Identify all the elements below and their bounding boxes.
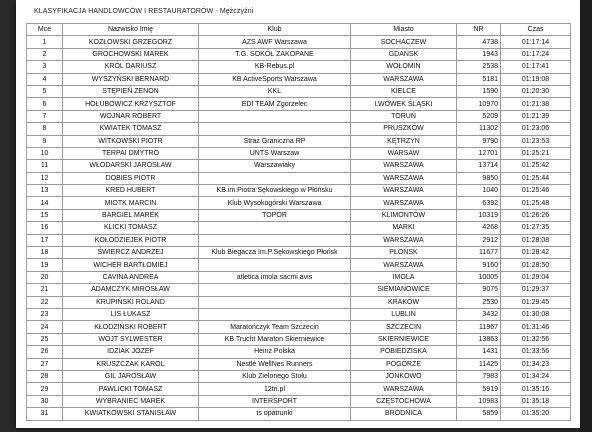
name-cell: PAWLICKI TOMASZ <box>63 383 199 395</box>
time-cell: 01:35:16 <box>501 383 571 395</box>
name-cell: WICHER BARTŁOMIEJ <box>63 259 199 271</box>
club-cell: KB-Rebus.pl <box>199 61 351 73</box>
city-cell: WARSZAWA <box>351 73 457 85</box>
club-cell <box>199 234 351 246</box>
results-table <box>26 23 571 421</box>
table-row <box>27 271 571 283</box>
table-row <box>27 296 571 308</box>
number-cell: 11302 <box>457 123 501 135</box>
city-cell: TORUŃ <box>351 110 457 122</box>
club-cell: Klub Zielonego Stołu <box>199 370 351 382</box>
club-cell: Heinz Polska <box>199 346 351 358</box>
place-cell: 14 <box>27 197 63 209</box>
club-cell: AZS AWF Warszawa <box>199 36 351 48</box>
number-cell: 7983 <box>457 370 501 382</box>
club-cell: TOPÓR <box>199 209 351 221</box>
city-cell: WARSZAWA <box>351 185 457 197</box>
place-cell: 17 <box>27 234 63 246</box>
number-cell: 9160 <box>457 259 501 271</box>
city-cell: WARSZAWA <box>351 160 457 172</box>
time-cell: 01:20:30 <box>501 85 571 97</box>
club-cell: 12tri.pl <box>199 383 351 395</box>
table-row <box>27 308 571 320</box>
number-cell: 11425 <box>457 358 501 370</box>
time-cell: 01:35:20 <box>501 408 571 420</box>
city-cell: LWÓWEK ŚLĄSKI <box>351 98 457 110</box>
number-cell: 9790 <box>457 135 501 147</box>
table-row <box>27 147 571 159</box>
city-cell: WARSZAWA <box>351 172 457 184</box>
number-cell: 11967 <box>457 321 501 333</box>
city-cell: MARKI <box>351 222 457 234</box>
name-cell: STĘPIEŃ ZENON <box>63 85 199 97</box>
name-cell: GROCHOWSKI MAREK <box>63 48 199 60</box>
number-cell: 6392 <box>457 197 501 209</box>
table-row <box>27 85 571 97</box>
place-cell: 15 <box>27 209 63 221</box>
table-row <box>27 346 571 358</box>
number-cell: 9075 <box>457 284 501 296</box>
place-cell: 22 <box>27 296 63 308</box>
club-cell: Straż Graniczna RP <box>199 135 351 147</box>
number-cell: 13714 <box>457 160 501 172</box>
city-cell: SZCZECIN <box>351 321 457 333</box>
city-cell: SOCHACZEW <box>351 36 457 48</box>
table-row <box>27 395 571 407</box>
header-club: Klub <box>199 24 351 36</box>
name-cell: KRÓL DARIUSZ <box>63 61 199 73</box>
table-row <box>27 383 571 395</box>
place-cell: 18 <box>27 247 63 259</box>
club-cell: UNTS Warszaw <box>199 147 351 159</box>
table-row <box>27 172 571 184</box>
city-cell: KIELCE <box>351 85 457 97</box>
name-cell: KWIATEK TOMASZ <box>63 123 199 135</box>
place-cell: 19 <box>27 259 63 271</box>
time-cell: 01:29:04 <box>501 271 571 283</box>
club-cell <box>199 123 351 135</box>
number-cell: 2530 <box>457 296 501 308</box>
place-cell: 26 <box>27 346 63 358</box>
place-cell: 13 <box>27 185 63 197</box>
table-row <box>27 135 571 147</box>
name-cell: KRED HUBERT <box>63 185 199 197</box>
table-row <box>27 247 571 259</box>
header-row <box>27 24 571 36</box>
club-cell <box>199 172 351 184</box>
club-cell: Warszawiaky <box>199 160 351 172</box>
table-row <box>27 197 571 209</box>
table-row <box>27 73 571 85</box>
club-cell <box>199 308 351 320</box>
time-cell: 01:34:23 <box>501 358 571 370</box>
place-cell: 31 <box>27 408 63 420</box>
name-cell: KOZŁOWSKI GRZEGORZ <box>63 36 199 48</box>
place-cell: 12 <box>27 172 63 184</box>
name-cell: WÓJT SYLWESTER <box>63 333 199 345</box>
time-cell: 01:21:39 <box>501 110 571 122</box>
number-cell: 4738 <box>457 36 501 48</box>
place-cell: 3 <box>27 61 63 73</box>
name-cell: WYBRANIEC MAREK <box>63 395 199 407</box>
time-cell: 01:25:42 <box>501 160 571 172</box>
time-cell: 01:28:42 <box>501 247 571 259</box>
number-cell: 11677 <box>457 247 501 259</box>
table-row <box>27 284 571 296</box>
city-cell: PŁOŃSK <box>351 247 457 259</box>
name-cell: KRUSZCZAK KAROL <box>63 358 199 370</box>
page-title: KLASYFIKACJA HANDLOWCÓW I RESTAURATORÓW - Mężczyźni <box>34 8 254 15</box>
number-cell: 9850 <box>457 172 501 184</box>
name-cell: HOŁUBOWICZ KRZYSZTOF <box>63 98 199 110</box>
name-cell: ŚWIERCZ ANDRZEJ <box>63 247 199 259</box>
time-cell: 01:17:24 <box>501 48 571 60</box>
time-cell: 01:23:53 <box>501 135 571 147</box>
number-cell: 1590 <box>457 85 501 97</box>
name-cell: GIL JAROSŁAW <box>63 370 199 382</box>
city-cell: SIEMIANOWICE <box>351 284 457 296</box>
place-cell: 29 <box>27 383 63 395</box>
table-row <box>27 98 571 110</box>
number-cell: 10970 <box>457 98 501 110</box>
place-cell: 4 <box>27 73 63 85</box>
club-cell: Nestlé WellNes Runners <box>199 358 351 370</box>
city-cell: KĘTRZYN <box>351 135 457 147</box>
number-cell: 1431 <box>457 346 501 358</box>
club-cell: Klub Biegacza Im.P.Sękowskiego Płońsk <box>199 247 351 259</box>
name-cell: WOJNAR ROBERT <box>63 110 199 122</box>
place-cell: 28 <box>27 370 63 382</box>
number-cell: 10319 <box>457 209 501 221</box>
time-cell: 01:25:44 <box>501 172 571 184</box>
table-row <box>27 36 571 48</box>
city-cell: WARSZAWA <box>351 383 457 395</box>
time-cell: 01:28:08 <box>501 234 571 246</box>
table-row <box>27 222 571 234</box>
time-cell: 01:32:56 <box>501 333 571 345</box>
city-cell: GDAŃSK <box>351 48 457 60</box>
city-cell: WARSZAWA <box>351 234 457 246</box>
time-cell: 01:27:35 <box>501 222 571 234</box>
club-cell <box>199 110 351 122</box>
table-row <box>27 234 571 246</box>
number-cell: 2912 <box>457 234 501 246</box>
place-cell: 24 <box>27 321 63 333</box>
spreadsheet-page <box>16 0 580 428</box>
place-cell: 16 <box>27 222 63 234</box>
city-cell: POBIEDZISKA <box>351 346 457 358</box>
name-cell: CAVINA ANDREA <box>63 271 199 283</box>
header-time: Czas <box>501 24 571 36</box>
city-cell: KLIMONTÓW <box>351 209 457 221</box>
name-cell: DOBIES PIOTR <box>63 172 199 184</box>
table-row <box>27 185 571 197</box>
name-cell: KLICKI TOMASZ <box>63 222 199 234</box>
club-cell: INTERSPORT <box>199 395 351 407</box>
place-cell: 11 <box>27 160 63 172</box>
header-city: Miasto <box>351 24 457 36</box>
header-place: Mce <box>27 24 63 36</box>
name-cell: KŁODZIŃSKI ROBERT <box>63 321 199 333</box>
time-cell: 01:25:21 <box>501 147 571 159</box>
club-cell: KB ActiveSports Warszawa <box>199 73 351 85</box>
place-cell: 5 <box>27 85 63 97</box>
window-edge <box>580 0 592 432</box>
time-cell: 01:29:45 <box>501 296 571 308</box>
table-row <box>27 61 571 73</box>
time-cell: 01:25:48 <box>501 197 571 209</box>
city-cell: WOŁOMIN <box>351 61 457 73</box>
place-cell: 10 <box>27 147 63 159</box>
name-cell: WITKOWSKI PIOTR <box>63 135 199 147</box>
name-cell: TERPAI DMYTRO <box>63 147 199 159</box>
name-cell: LIS ŁUKASZ <box>63 308 199 320</box>
number-cell: 2538 <box>457 61 501 73</box>
club-cell <box>199 259 351 271</box>
place-cell: 30 <box>27 395 63 407</box>
city-cell: POGÓRZE <box>351 358 457 370</box>
number-cell: 4268 <box>457 222 501 234</box>
time-cell: 01:29:37 <box>501 284 571 296</box>
time-cell: 01:26:26 <box>501 209 571 221</box>
name-cell: KWIATKOWSKI STANISŁAW <box>63 408 199 420</box>
city-cell: IMOLA <box>351 271 457 283</box>
table-row <box>27 209 571 221</box>
place-cell: 8 <box>27 123 63 135</box>
city-cell: CZĘSTOCHOWA <box>351 395 457 407</box>
time-cell: 01:17:14 <box>501 36 571 48</box>
city-cell: SKIERNIEWICE <box>351 333 457 345</box>
city-cell: JONKOWO <box>351 370 457 382</box>
table-row <box>27 259 571 271</box>
city-cell: WARSZAWA <box>351 197 457 209</box>
number-cell: 5859 <box>457 408 501 420</box>
club-cell: KB.im.Piotra Sękowskiego w Płońsku <box>199 185 351 197</box>
table-row <box>27 333 571 345</box>
time-cell: 01:21:38 <box>501 98 571 110</box>
time-cell: 01:31:46 <box>501 321 571 333</box>
place-cell: 6 <box>27 98 63 110</box>
table-row <box>27 48 571 60</box>
time-cell: 01:28:50 <box>501 259 571 271</box>
number-cell: 10983 <box>457 395 501 407</box>
club-cell <box>199 284 351 296</box>
time-cell: 01:25:46 <box>501 185 571 197</box>
city-cell: BRODNICA <box>351 408 457 420</box>
place-cell: 9 <box>27 135 63 147</box>
club-cell: KKL <box>199 85 351 97</box>
number-cell: 3432 <box>457 308 501 320</box>
city-cell: LUBLIN <box>351 308 457 320</box>
club-cell: T.G. SOKÓŁ ZAKOPANE <box>199 48 351 60</box>
time-cell: 01:19:08 <box>501 73 571 85</box>
name-cell: IDZIAK JÓZEF <box>63 346 199 358</box>
place-cell: 20 <box>27 271 63 283</box>
table-row <box>27 358 571 370</box>
name-cell: WŁODARSKI JAROSŁAW <box>63 160 199 172</box>
name-cell: KRUPIŃSKI ROLAND <box>63 296 199 308</box>
time-cell: 01:35:18 <box>501 395 571 407</box>
time-cell: 01:30:08 <box>501 308 571 320</box>
city-cell: WARSAW <box>351 147 457 159</box>
table-row <box>27 123 571 135</box>
table-row <box>27 110 571 122</box>
number-cell: 5919 <box>457 383 501 395</box>
time-cell: 01:33:56 <box>501 346 571 358</box>
table-row <box>27 160 571 172</box>
name-cell: MIOTK MARCIN <box>63 197 199 209</box>
number-cell: 10005 <box>457 271 501 283</box>
name-cell: KOŁODZIEJEK PIOTR <box>63 234 199 246</box>
place-cell: 7 <box>27 110 63 122</box>
city-cell: KRAKÓW <box>351 296 457 308</box>
number-cell: 13863 <box>457 333 501 345</box>
club-cell <box>199 296 351 308</box>
club-cell: Klub Wysokogórski Warszawa <box>199 197 351 209</box>
place-cell: 25 <box>27 333 63 345</box>
place-cell: 21 <box>27 284 63 296</box>
name-cell: ADAMCZYK MIROSŁAW <box>63 284 199 296</box>
club-cell: EDI TEAM Zgorzelec <box>199 98 351 110</box>
place-cell: 27 <box>27 358 63 370</box>
number-cell: 5209 <box>457 110 501 122</box>
place-cell: 23 <box>27 308 63 320</box>
header-name: Nazwisko Imię <box>63 24 199 36</box>
time-cell: 01:17:41 <box>501 61 571 73</box>
time-cell: 01:23:06 <box>501 123 571 135</box>
table-row <box>27 321 571 333</box>
table-row <box>27 408 571 420</box>
club-cell: atletica imola sacmi avis <box>199 271 351 283</box>
number-cell: 5181 <box>457 73 501 85</box>
table-row <box>27 370 571 382</box>
name-cell: BARGIEL MAREK <box>63 209 199 221</box>
time-cell: 01:34:24 <box>501 370 571 382</box>
place-cell: 1 <box>27 36 63 48</box>
header-number: NR <box>457 24 501 36</box>
city-cell: WARSZAWA <box>351 259 457 271</box>
place-cell: 2 <box>27 48 63 60</box>
number-cell: 12701 <box>457 147 501 159</box>
club-cell: Maratończyk Team Szczecin <box>199 321 351 333</box>
club-cell: ts opatrunki <box>199 408 351 420</box>
club-cell <box>199 222 351 234</box>
number-cell: 1943 <box>457 48 501 60</box>
number-cell: 1040 <box>457 185 501 197</box>
club-cell: KB Trucht Maraton Skierniewice <box>199 333 351 345</box>
name-cell: WYSZYŃSKI BERNARD <box>63 73 199 85</box>
city-cell: PRUSZKÓW <box>351 123 457 135</box>
